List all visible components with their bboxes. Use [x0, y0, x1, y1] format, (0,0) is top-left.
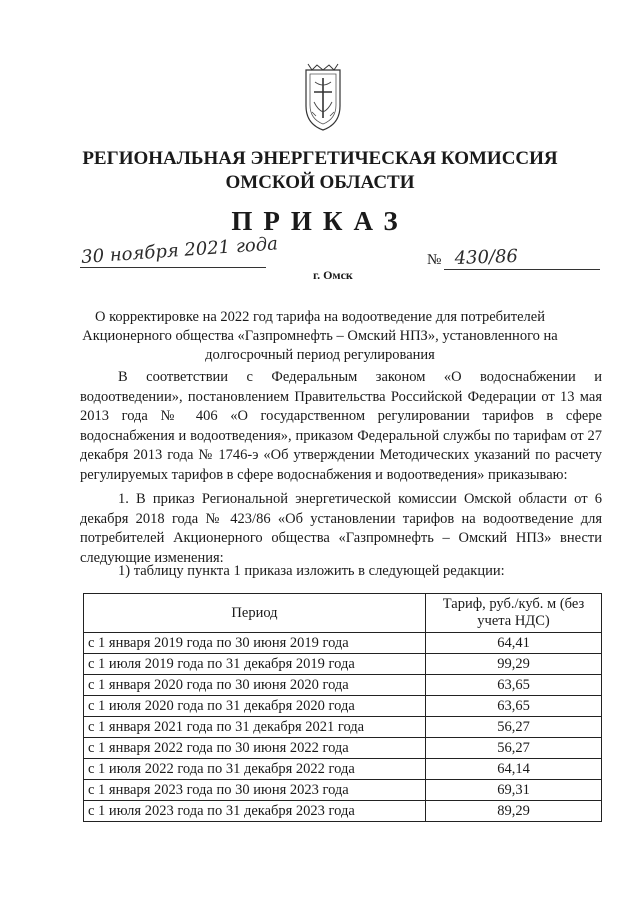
table-row — [84, 759, 602, 780]
row-tariff: 99,29 — [426, 654, 602, 675]
table-header-row — [84, 594, 602, 633]
row-tariff: 56,27 — [426, 717, 602, 738]
document-type-title: ПРИКАЗ — [231, 206, 409, 236]
organization-name-line2: ОМСКОЙ ОБЛАСТИ — [225, 172, 415, 193]
table-row — [84, 738, 602, 759]
table-row — [84, 633, 602, 654]
coat-of-arms-emblem — [302, 62, 344, 132]
number-underline — [444, 269, 600, 270]
table-row — [84, 801, 602, 822]
row-period: с 1 января 2019 года по 30 июня 2019 года — [84, 633, 426, 654]
item-1-1-paragraph: 1) таблицу пункта 1 приказа изложить в следующей редакции: — [118, 563, 505, 579]
header-tariff: Тариф, руб./куб. м (без учета НДС) — [426, 594, 602, 633]
item-1-paragraph: 1. В приказ Региональной энергетической комиссии Омской области от 6 декабря 2018 года № 423/86 «Об установлении тарифов на водоотведение для потребителей Акционерного общества «Газпромнефть – Омский НПЗ» внести следующие изменения: — [80, 491, 602, 566]
table-row — [84, 780, 602, 801]
date-underline — [80, 267, 266, 268]
header-period: Период — [84, 594, 426, 633]
row-tariff: 63,65 — [426, 675, 602, 696]
table-row — [84, 675, 602, 696]
table-row — [84, 696, 602, 717]
organization-name-line1: РЕГИОНАЛЬНАЯ ЭНЕРГЕТИЧЕСКАЯ КОМИССИЯ — [82, 148, 558, 169]
row-period: с 1 июля 2020 года по 31 декабря 2020 года — [84, 696, 426, 717]
row-period: с 1 января 2022 года по 30 июня 2022 года — [84, 738, 426, 759]
row-period: с 1 января 2020 года по 30 июня 2020 года — [84, 675, 426, 696]
order-subject: О корректировке на 2022 год тарифа на водоотведение для потребителей Акционерного общества «Газпромнефть – Омский НПЗ», установленного на долгосрочный период регулирования — [82, 309, 558, 363]
row-tariff: 64,14 — [426, 759, 602, 780]
row-period: с 1 января 2023 года по 30 июня 2023 года — [84, 780, 426, 801]
row-period: с 1 июля 2022 года по 31 декабря 2022 года — [84, 759, 426, 780]
row-tariff: 69,31 — [426, 780, 602, 801]
table-row — [84, 717, 602, 738]
handwritten-date: 30 ноября 2021 года — [80, 233, 279, 268]
handwritten-order-number: 430/86 — [454, 245, 519, 269]
tariff-table — [83, 593, 602, 822]
row-period: с 1 июля 2019 года по 31 декабря 2019 года — [84, 654, 426, 675]
number-sign: № — [427, 252, 442, 268]
row-period: с 1 января 2021 года по 31 декабря 2021 года — [84, 717, 426, 738]
row-tariff: 63,65 — [426, 696, 602, 717]
row-tariff: 89,29 — [426, 801, 602, 822]
row-tariff: 64,41 — [426, 633, 602, 654]
table-row — [84, 654, 602, 675]
row-tariff: 56,27 — [426, 738, 602, 759]
city-label: г. Омск — [313, 268, 353, 282]
preamble-paragraph: В соответствии с Федеральным законом «О водоснабжении и водоотведении», постановлением Правительства Российской Федерации от 13 мая 2013 года № 406 «О государственном регулировании тарифов в сфере водоснабжения и водоотведения», приказом Федеральной службы по тарифам от 27 декабря 2013 года № 1746-э «Об утверждении Методических указаний по расчету регулируемых тарифов в сфере водоснабжения и водоотведения» приказываю: — [80, 369, 602, 483]
row-period: с 1 июля 2023 года по 31 декабря 2023 года — [84, 801, 426, 822]
